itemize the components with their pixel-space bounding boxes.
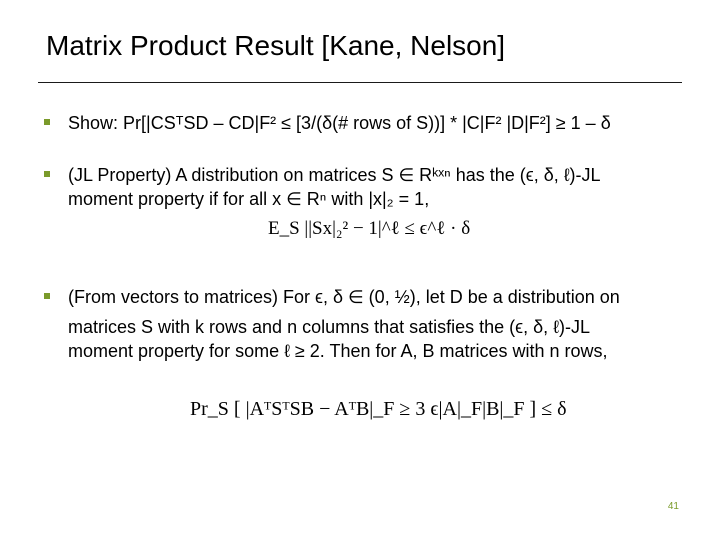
matrix-product-formula: Pr_S [ |AᵀSᵀSB − AᵀB|_F ≥ 3 ϵ|A|_F|B|_F ] ≤ δ bbox=[190, 398, 567, 420]
bullet-3-line-1: (From vectors to matrices) For ϵ, δ ∈ (0, ½), let D be a distribution on bbox=[68, 287, 620, 307]
bullet-marker bbox=[44, 119, 50, 125]
title-rule bbox=[38, 82, 682, 83]
bullet-2-line-1: (JL Property) A distribution on matrices S ∈ Rᵏˣⁿ has the (ϵ, δ, ℓ)-JL bbox=[68, 165, 601, 185]
slide-title: Matrix Product Result [Kane, Nelson] bbox=[46, 30, 506, 61]
page-number: 41 bbox=[667, 501, 679, 512]
bullet-marker bbox=[44, 171, 50, 177]
jl-moment-formula: E_S ||Sx|₂² − 1|^ℓ ≤ ϵ^ℓ · δ bbox=[268, 218, 471, 239]
bullet-2-line-2: moment property if for all x ∈ Rⁿ with |x|₂ = 1, bbox=[68, 189, 430, 209]
bullet-3-line-3: moment property for some ℓ ≥ 2. Then for A, B matrices with n rows, bbox=[68, 341, 608, 361]
bullet-marker bbox=[44, 293, 50, 299]
bullet-3-line-2: matrices S with k rows and n columns that satisfies the (ϵ, δ, ℓ)-JL bbox=[68, 317, 590, 337]
bullet-1-text: Show: Pr[|CSᵀSD – CD|F² ≤ [3/(δ(# rows of S))] * |C|F² |D|F²] ≥ 1 – δ bbox=[68, 113, 611, 133]
